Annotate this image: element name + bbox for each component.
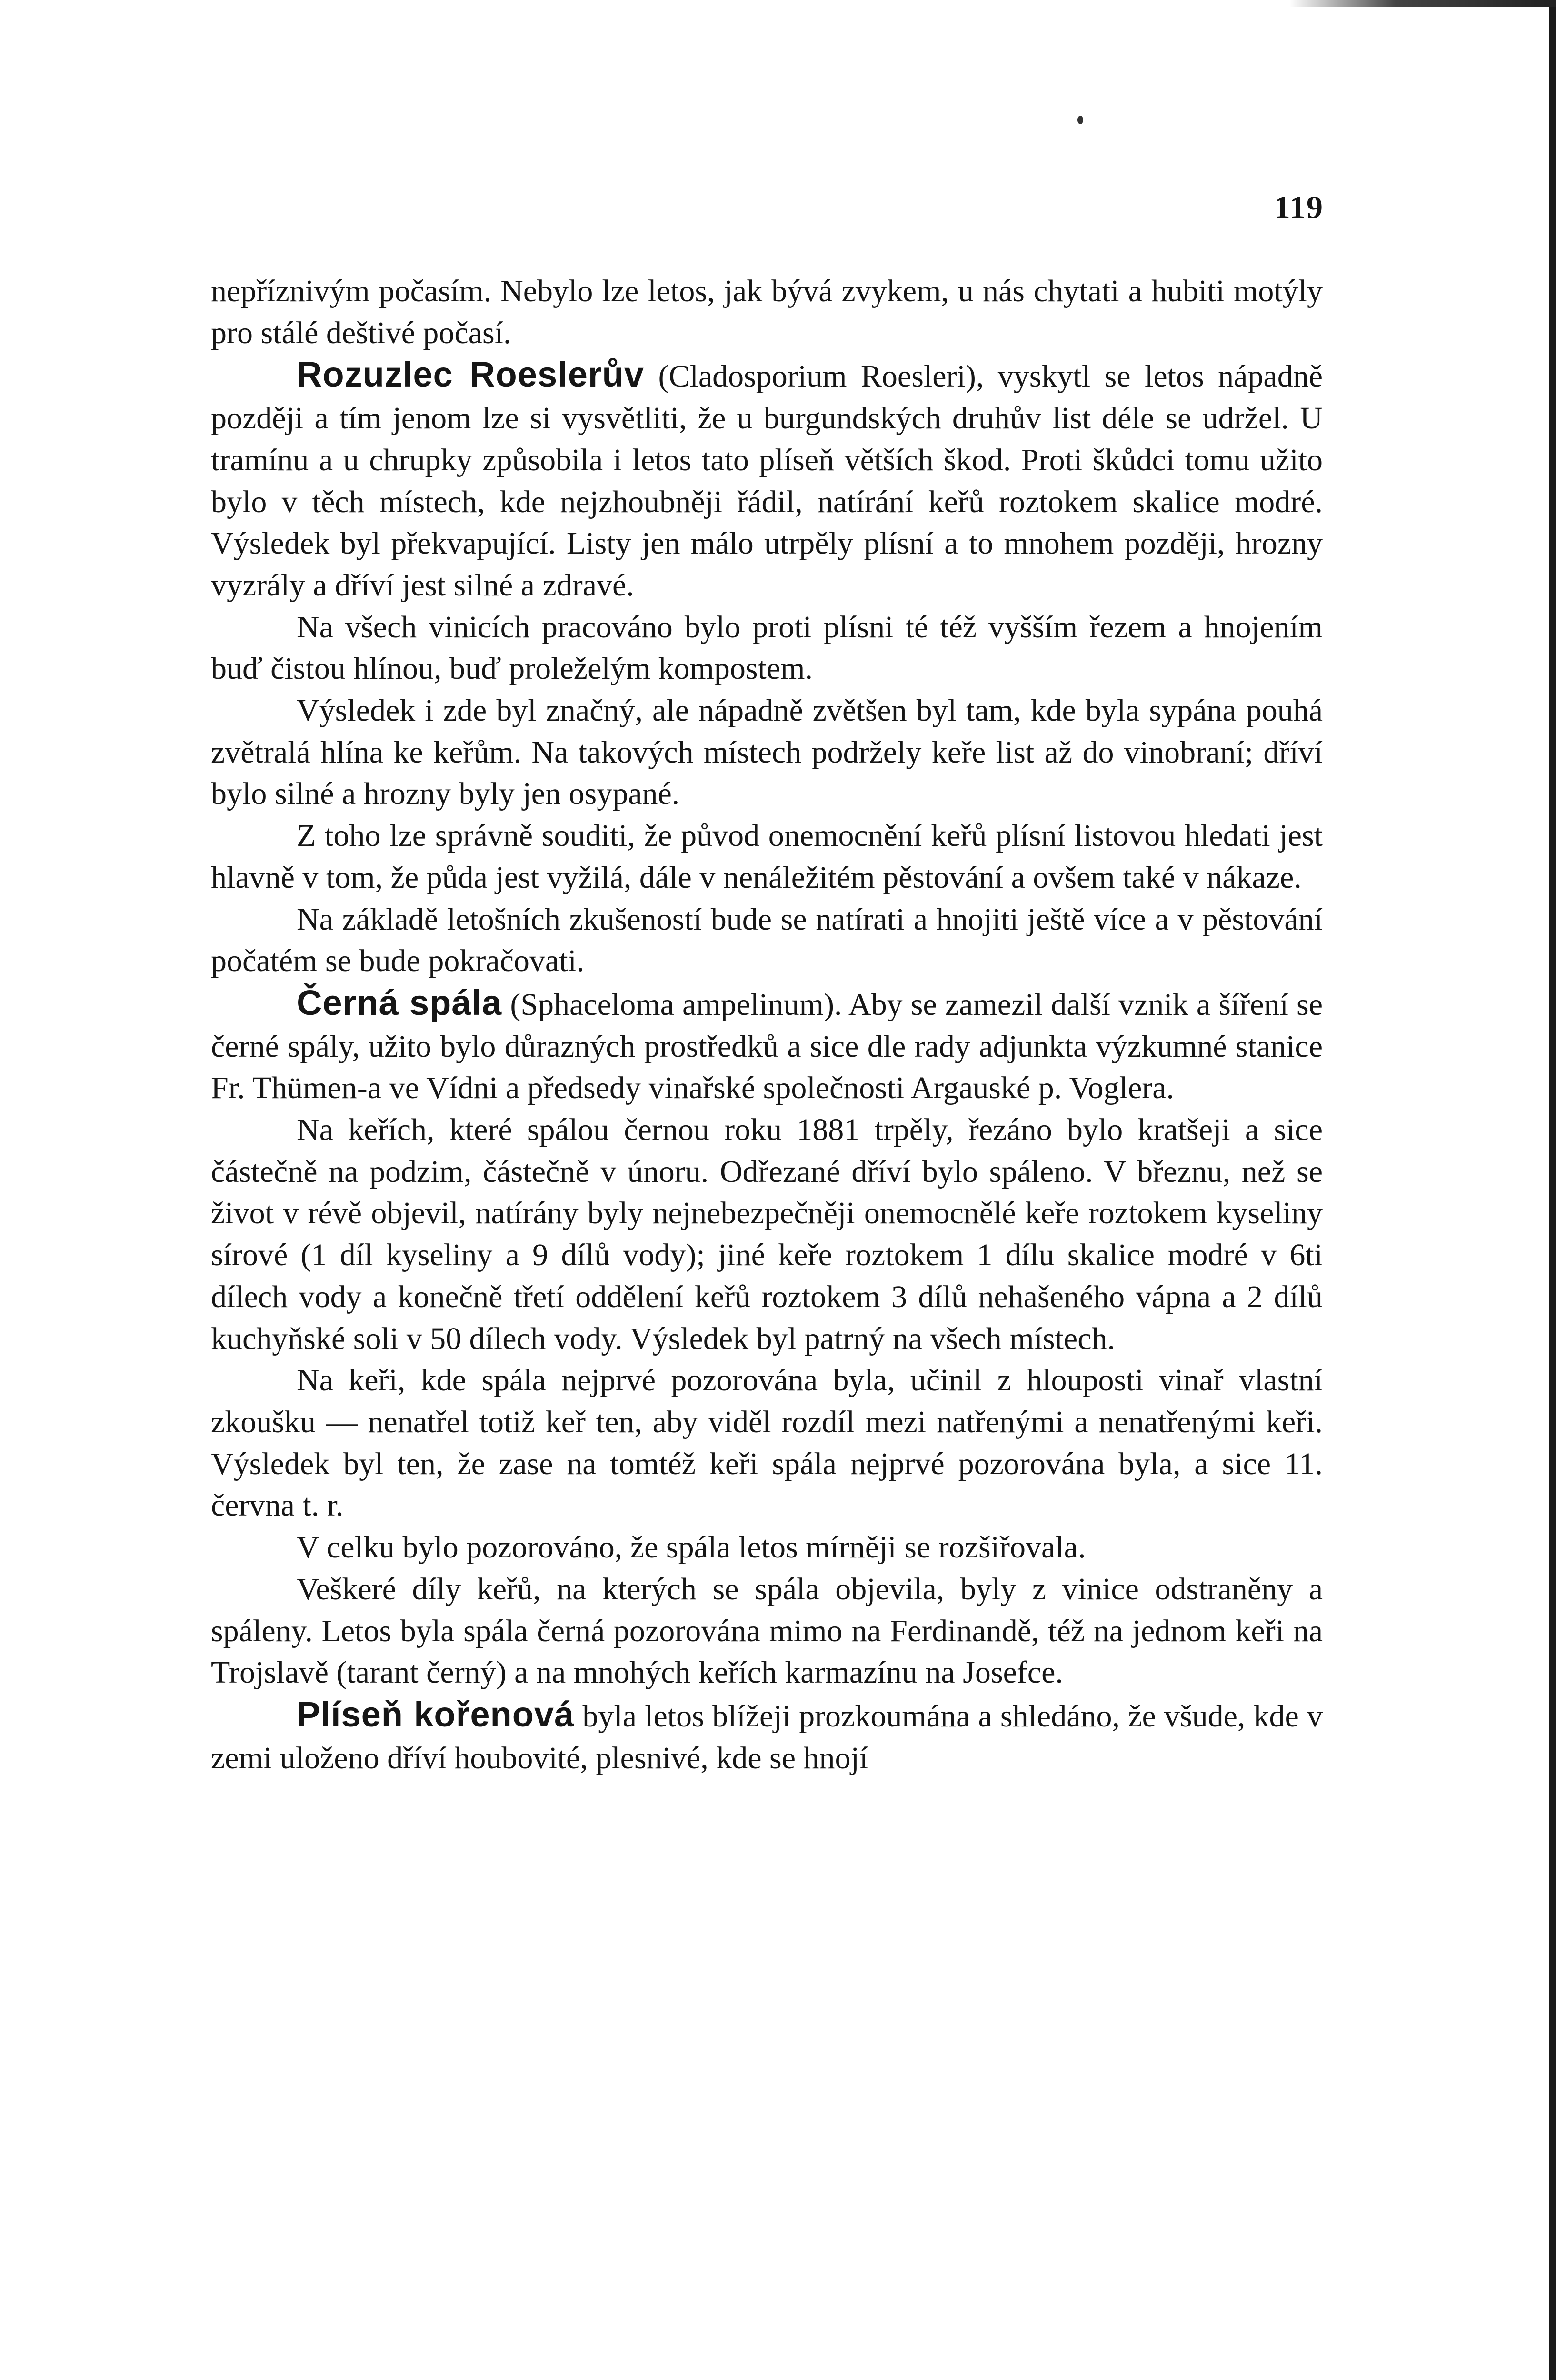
ink-speck (1077, 116, 1083, 124)
paragraph-3 (211, 606, 1323, 690)
paragraph-1 (211, 270, 1323, 354)
paragraph-7-text: (Sphaceloma ampelinum). Aby se zamezil další vznik a šíření se černé spály, užito bylo důrazných prostředků a sice dle rady adjunkta výzkumné stanice Fr. Thümen-a ve Vídni a předsedy vinařské společnosti Argauské p. Voglera. (211, 987, 1323, 1106)
scan-edge-right (1549, 0, 1556, 2380)
paragraph-5 (211, 815, 1323, 898)
paragraph-11-text: Veškeré díly keřů, na kterých se spála objevila, byly z vinice odstraněny a spáleny. Letos byla spála černá pozorována mimo na Ferdinandě, též na jednom keři na Trojslavě (tarant černý) a na mnohých keřích karmazínu na Josefce. (211, 1571, 1323, 1690)
paragraph-10 (211, 1527, 1323, 1568)
paragraph-9-text: Na keři, kde spála nejprvé pozorována byla, učinil z hlouposti vinař vlastní zkoušku — nenatřel totiž keř ten, aby viděl rozdíl mezi natřenými a nenatřenými keři. Výsledek byl ten, že zase na tomtéž keři spála nejprvé pozorována byla, a sice 11. června t. r. (211, 1363, 1323, 1523)
paragraph-7 (211, 982, 1323, 1109)
heading-plisen-korenova: Plíseň kořenová (297, 1694, 575, 1734)
paragraph-4-text: Výsledek i zde byl značný, ale nápadně zvětšen byl tam, kde byla sypána pouhá zvětralá hlína ke keřům. Na takových místech podržely keře list až do vinobraní; dříví bylo silné a hrozny byly jen osypané. (211, 693, 1323, 812)
paragraph-12 (211, 1694, 1323, 1779)
scan-edge-top (1289, 0, 1556, 7)
paragraph-4 (211, 690, 1323, 815)
paragraph-5-text: Z toho lze správně souditi, že původ onemocnění keřů plísní listovou hledati jest hlavně v tom, že půda jest vyžilá, dále v nenáležitém pěstování a ovšem také v nákaze. (211, 818, 1323, 895)
page-text (211, 270, 1323, 1779)
paragraph-6-text: Na základě letošních zkušeností bude se natírati a hnojiti ještě více a v pěstování počatém se bude pokračovati. (211, 902, 1323, 979)
paragraph-6 (211, 899, 1323, 982)
paragraph-12-text: byla letos blížeji prozkoumána a shledáno, že všude, kde v zemi uloženo dříví houbovité, plesnivé, kde se hnojí (211, 1698, 1323, 1775)
paragraph-11 (211, 1568, 1323, 1694)
heading-cerna-spala: Černá spála (297, 982, 502, 1022)
paragraph-2 (211, 354, 1323, 606)
paragraph-10-text: V celku bylo pozorováno, že spála letos mírněji se rozšiřovala. (297, 1530, 1086, 1565)
paragraph-1-text: nepříznivým počasím. Nebylo lze letos, jak bývá zvykem, u nás chytati a hubiti motýly pro stálé deštivé počasí. (211, 274, 1323, 350)
heading-rozuzlec: Rozuzlec Roeslerův (297, 355, 645, 395)
paragraph-2-text: (Cladosporium Roesleri), vyskytl se letos nápadně později a tím jenom lze si vysvětliti, že u burgundských druhův list déle se udržel. U tramínu a u chrupky způsobila i letos tato plíseň větších škod. Proti škůdci tomu užito bylo v těch místech, kde nejzhoubněji řádil, natírání keřů roztokem skalice modré. Výsledek byl překvapující. Listy jen málo utrpěly plísní a to mnohem později, hrozny vyzrály a dříví jest silné a zdravé. (211, 359, 1323, 603)
paragraph-3-text: Na všech vinicích pracováno bylo proti plísni té též vyšším řezem a hnojením buď čistou hlínou, buď proleželým kompostem. (211, 609, 1323, 686)
paragraph-9 (211, 1359, 1323, 1527)
paragraph-8-text: Na keřích, které spálou černou roku 1881 trpěly, řezáno bylo kratšeji a sice částečně na podzim, částečně v únoru. Odřezané dříví bylo spáleno. V březnu, než se život v révě objevil, natírány byly nejnebezpečněji onemocnělé keře roztokem kyseliny sírové (1 díl kyseliny a 9 dílů vody); jiné keře roztokem 1 dílu skalice modré v 6ti dílech vody a konečně třetí oddělení keřů roztokem 3 dílů nehašeného vápna a 2 dílů kuchyňské soli v 50 dílech vody. Výsledek byl patrný na všech místech. (211, 1112, 1323, 1356)
paragraph-8 (211, 1109, 1323, 1359)
page-number: 119 (1274, 189, 1324, 225)
